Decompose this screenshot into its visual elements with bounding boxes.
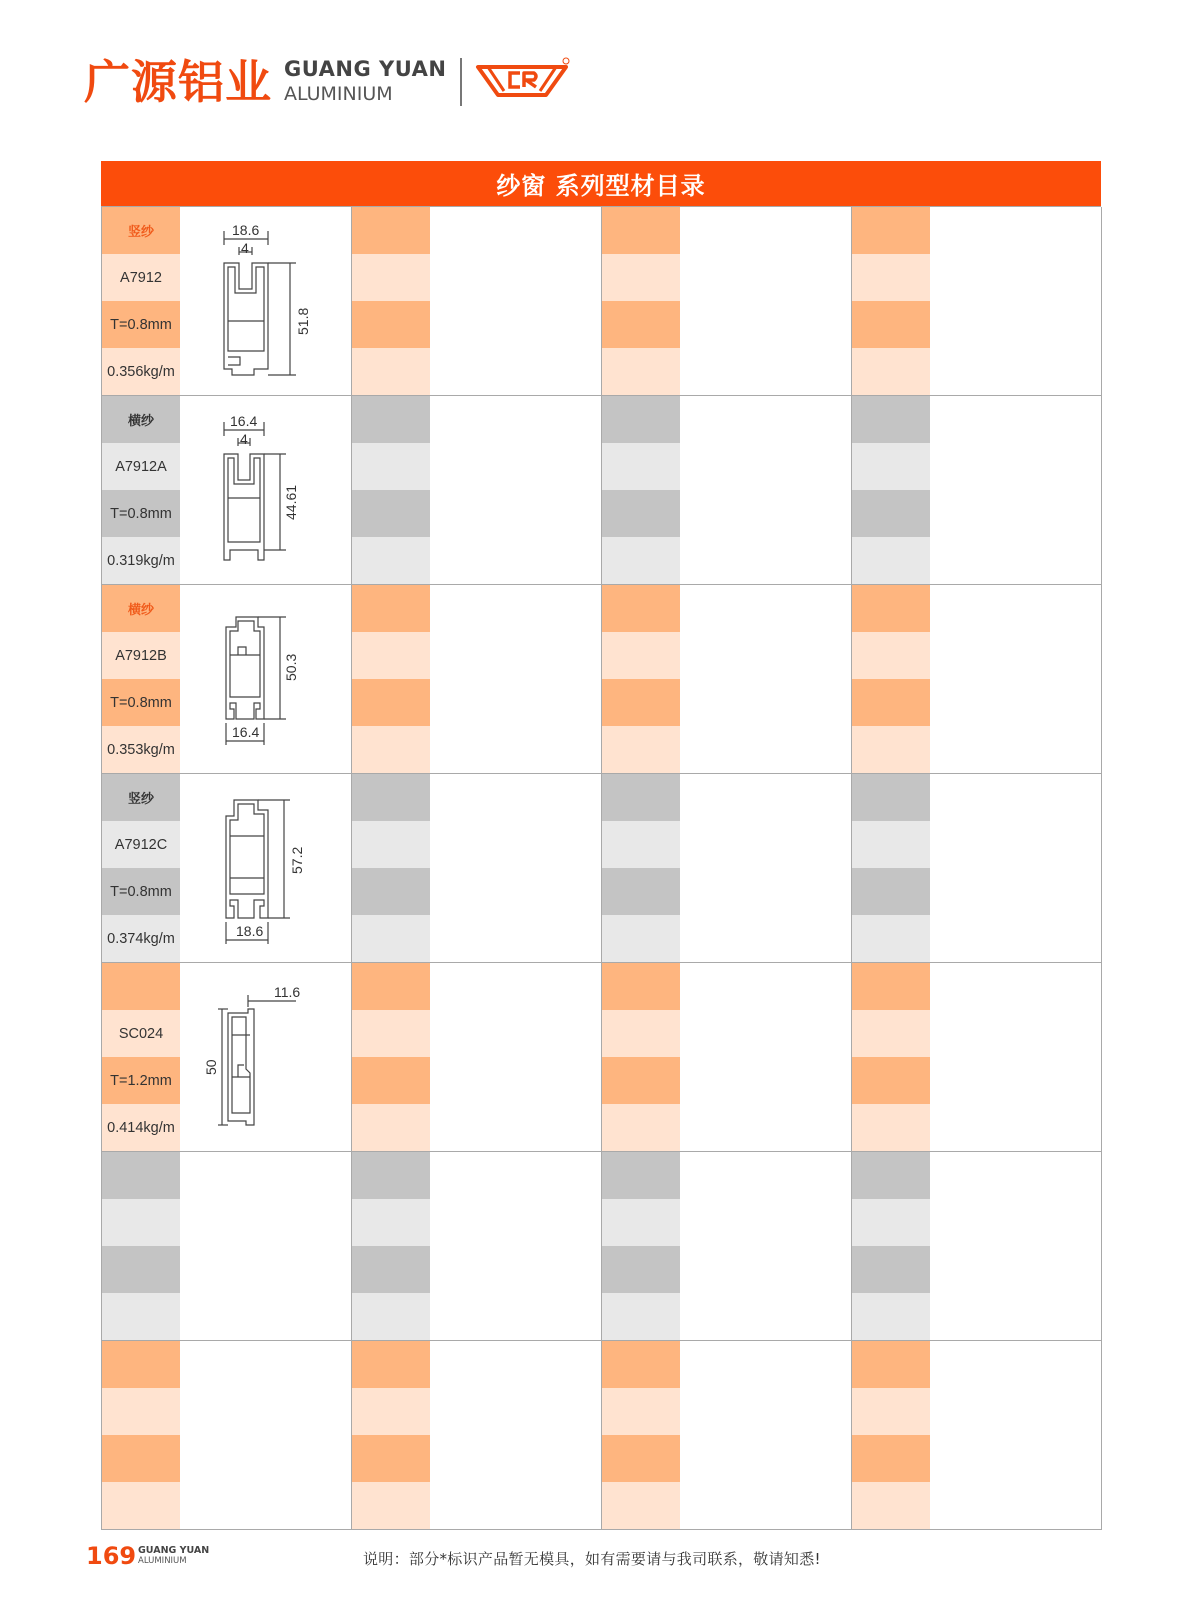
empty-cell xyxy=(352,207,602,396)
empty-info xyxy=(602,1341,680,1529)
catalog-grid xyxy=(101,206,1101,1530)
empty-info xyxy=(602,396,680,584)
empty-info xyxy=(852,1152,930,1340)
empty-info xyxy=(852,585,930,773)
empty-info xyxy=(352,774,430,962)
product-cell xyxy=(102,585,352,774)
empty-cell xyxy=(852,207,1102,396)
product-thickness: T=0.8mm xyxy=(102,679,180,726)
footer-brand xyxy=(138,1546,209,1567)
product-info xyxy=(102,963,180,1151)
product-type: 竖纱 xyxy=(102,774,180,821)
empty-cell xyxy=(602,585,852,774)
product-code: SC024 xyxy=(102,1010,180,1057)
product-code: A7912 xyxy=(102,254,180,301)
profile-drawing xyxy=(184,965,348,1149)
product-thickness: T=0.8mm xyxy=(102,301,180,348)
dim-width: 18.6 xyxy=(236,923,264,939)
product-code: A7912B xyxy=(102,632,180,679)
product-weight: 0.319kg/m xyxy=(102,537,180,584)
product-type: 横纱 xyxy=(102,396,180,443)
empty-cell xyxy=(602,774,852,963)
brand-name-en-bottom: ALUMINIUM xyxy=(284,83,393,106)
empty-info xyxy=(602,774,680,962)
empty-cell xyxy=(852,963,1102,1152)
dim-height: 50.3 xyxy=(283,653,299,681)
empty-info xyxy=(852,774,930,962)
dim-width: 16.4 xyxy=(232,724,260,740)
empty-cell xyxy=(352,396,602,585)
empty-cell xyxy=(352,585,602,774)
empty-info xyxy=(352,396,430,584)
product-info xyxy=(102,207,180,395)
empty-info xyxy=(352,585,430,773)
dim-width: 18.6 xyxy=(232,222,260,238)
empty-info xyxy=(852,1341,930,1529)
product-thickness: T=0.8mm xyxy=(102,868,180,915)
empty-cell xyxy=(852,1341,1102,1530)
empty-cell xyxy=(602,963,852,1152)
product-cell xyxy=(102,396,352,585)
empty-info xyxy=(102,1341,180,1529)
empty-info xyxy=(602,1152,680,1340)
footer-brand-bottom: ALUMINIUM xyxy=(138,1556,187,1567)
empty-info xyxy=(102,1152,180,1340)
empty-cell xyxy=(852,774,1102,963)
empty-cell xyxy=(602,396,852,585)
footer-brand-top: GUANG YUAN xyxy=(138,1545,210,1556)
product-cell xyxy=(102,774,352,963)
empty-info xyxy=(352,963,430,1151)
product-info xyxy=(102,585,180,773)
product-weight: 0.374kg/m xyxy=(102,915,180,962)
product-weight: 0.414kg/m xyxy=(102,1104,180,1151)
empty-cell xyxy=(352,774,602,963)
page-number: 169 xyxy=(86,1542,137,1570)
empty-cell xyxy=(602,1152,852,1341)
empty-info xyxy=(852,207,930,395)
product-cell xyxy=(102,207,352,396)
product-code: A7912C xyxy=(102,821,180,868)
dim-height: 51.8 xyxy=(295,307,311,335)
empty-cell xyxy=(852,585,1102,774)
empty-info xyxy=(852,396,930,584)
empty-info xyxy=(602,207,680,395)
product-info xyxy=(102,774,180,962)
product-info xyxy=(102,396,180,584)
empty-cell xyxy=(352,963,602,1152)
empty-info xyxy=(352,1152,430,1340)
profile-catalog xyxy=(101,161,1101,1530)
gcr-emblem-icon xyxy=(474,57,570,107)
dim-width: 16.4 xyxy=(230,413,258,429)
empty-info xyxy=(352,207,430,395)
product-cell xyxy=(102,963,352,1152)
empty-cell xyxy=(602,207,852,396)
brand-name-en xyxy=(284,58,446,106)
dim-slot: 4 xyxy=(241,240,249,256)
catalog-title: 纱窗 系列型材目录 xyxy=(101,161,1101,206)
product-thickness: T=1.2mm xyxy=(102,1057,180,1104)
brand-name-cn: 广源铝业 xyxy=(84,55,272,109)
product-type: 横纱 xyxy=(102,585,180,632)
empty-info xyxy=(852,963,930,1151)
dim-height: 57.2 xyxy=(289,846,305,874)
profile-drawing xyxy=(184,209,348,393)
page-footer xyxy=(86,1536,1106,1576)
empty-cell xyxy=(352,1152,602,1341)
dim-slot: 4 xyxy=(240,431,248,447)
empty-cell xyxy=(852,396,1102,585)
empty-cell xyxy=(352,1341,602,1530)
empty-cell xyxy=(852,1152,1102,1341)
product-type xyxy=(102,963,180,1010)
dim-height: 50 xyxy=(203,1059,219,1075)
empty-info xyxy=(602,585,680,773)
empty-cell xyxy=(102,1152,352,1341)
footer-note: 说明：部分*标识产品暂无模具，如有需要请与我司联系，敬请知悉! xyxy=(363,1550,821,1568)
empty-info xyxy=(352,1341,430,1529)
brand-name-en-top: GUANG YUAN xyxy=(284,57,447,82)
product-type: 竖纱 xyxy=(102,207,180,254)
profile-drawing xyxy=(184,587,348,771)
empty-info xyxy=(602,963,680,1151)
brand-divider xyxy=(460,58,462,106)
brand-header xyxy=(84,52,570,112)
profile-drawing xyxy=(184,776,348,960)
dim-width: 11.6 xyxy=(274,984,301,1000)
empty-cell xyxy=(602,1341,852,1530)
product-thickness: T=0.8mm xyxy=(102,490,180,537)
product-weight: 0.356kg/m xyxy=(102,348,180,395)
profile-drawing xyxy=(184,398,348,582)
empty-cell xyxy=(102,1341,352,1530)
dim-height: 44.61 xyxy=(283,484,299,520)
product-code: A7912A xyxy=(102,443,180,490)
product-weight: 0.353kg/m xyxy=(102,726,180,773)
